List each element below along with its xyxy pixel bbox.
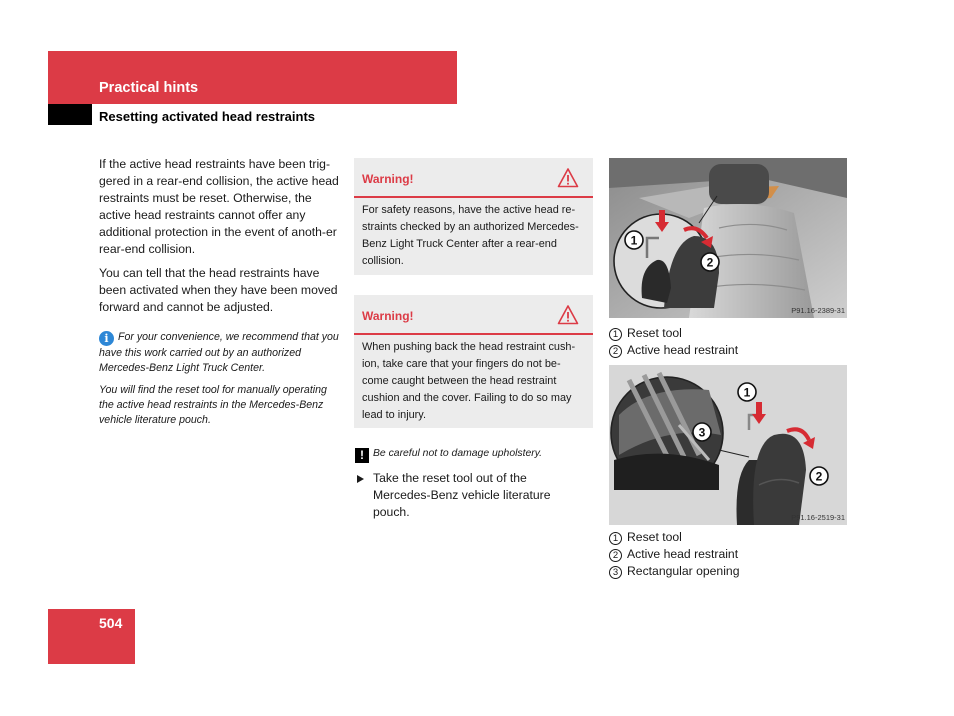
figure-1-illustration xyxy=(609,158,847,318)
warning-title: Warning! xyxy=(362,172,414,186)
warning-text: When pushing back the head restraint cush-ion, take care that your fingers do not be-come caught between the head restraint cushion and the cover. Failing to do so may lead to injury. xyxy=(362,341,576,421)
info-note xyxy=(99,330,341,428)
legend-label: Rectangular opening xyxy=(627,564,740,578)
callout-2: 2 xyxy=(815,469,823,484)
warning-text: For safety reasons, have the active head re-straints checked by an authorized Mercedes-Benz Light Truck Center after a rear-end collision. xyxy=(362,204,579,267)
legend-number: 2 xyxy=(609,345,622,358)
caution-text: Be careful not to damage upholstery. xyxy=(373,448,543,459)
legend-label: Active head restraint xyxy=(627,547,739,561)
legend-label: Active head restraint xyxy=(627,343,739,357)
warning-triangle-icon xyxy=(557,167,579,189)
header-band xyxy=(48,51,457,104)
figure-1-legend xyxy=(609,325,738,359)
callout-2: 2 xyxy=(706,255,714,270)
info-note-1 xyxy=(99,330,341,376)
legend-item xyxy=(609,563,739,580)
intro-paragraph-2: You can tell that the head restraints have been activated when they have been moved forward and cannot be adjusted. xyxy=(99,266,338,314)
warning-title: Warning! xyxy=(362,309,414,323)
header-marker xyxy=(48,104,92,125)
warning-box-2 xyxy=(354,295,593,428)
legend-item xyxy=(609,342,738,359)
figure-2-illustration xyxy=(609,365,847,525)
callout-1: 1 xyxy=(630,233,638,248)
warning-triangle-icon xyxy=(557,304,579,326)
section-title: Practical hints xyxy=(99,80,199,96)
subsection-title: Resetting activated head restraints xyxy=(99,109,316,124)
callout-3: 3 xyxy=(698,425,706,440)
info-note-1-text: For your convenience, we recommend that you have this work carried out by an authorized Mercedes-Benz Light Truck Center. xyxy=(99,331,339,374)
intro-column xyxy=(99,156,341,435)
figure-code: P91.16-2389-31 xyxy=(791,306,845,315)
exclamation-icon: ! xyxy=(355,448,369,463)
figure-code: P91.16-2519-31 xyxy=(791,513,845,522)
callout-1: 1 xyxy=(743,385,751,400)
figure-head-restraint-2 xyxy=(609,365,847,525)
legend-number: 2 xyxy=(609,549,622,562)
legend-label: Reset tool xyxy=(627,530,682,544)
legend-number: 1 xyxy=(609,532,622,545)
warning-box-1 xyxy=(354,158,593,275)
bullet-arrow-icon xyxy=(357,475,364,483)
info-note-2: You will find the reset tool for manually operating the active head restraints in the Mercedes-Benz vehicle literature pouch. xyxy=(99,384,327,426)
intro-paragraph-1: If the active head restraints have been trig-gered in a rear-end collision, the active head restraints must be reset. Otherwise, the active head restraints cannot offer any additional protection in the event of anoth-er rear-end collision. xyxy=(99,157,339,256)
warning-header xyxy=(354,158,593,198)
legend-label: Reset tool xyxy=(627,326,682,340)
legend-number: 3 xyxy=(609,566,622,579)
figure-2-legend xyxy=(609,529,739,580)
step-text: Take the reset tool out of the Mercedes-Benz vehicle literature pouch. xyxy=(373,471,551,519)
instruction-step xyxy=(355,470,585,521)
legend-item xyxy=(609,325,738,342)
figure-head-restraint-1 xyxy=(609,158,847,318)
warning-header xyxy=(354,295,593,335)
legend-item xyxy=(609,529,739,546)
page-number: 504 xyxy=(99,615,123,631)
caution-note xyxy=(355,446,595,463)
info-icon: i xyxy=(99,331,114,346)
legend-number: 1 xyxy=(609,328,622,341)
legend-item xyxy=(609,546,739,563)
